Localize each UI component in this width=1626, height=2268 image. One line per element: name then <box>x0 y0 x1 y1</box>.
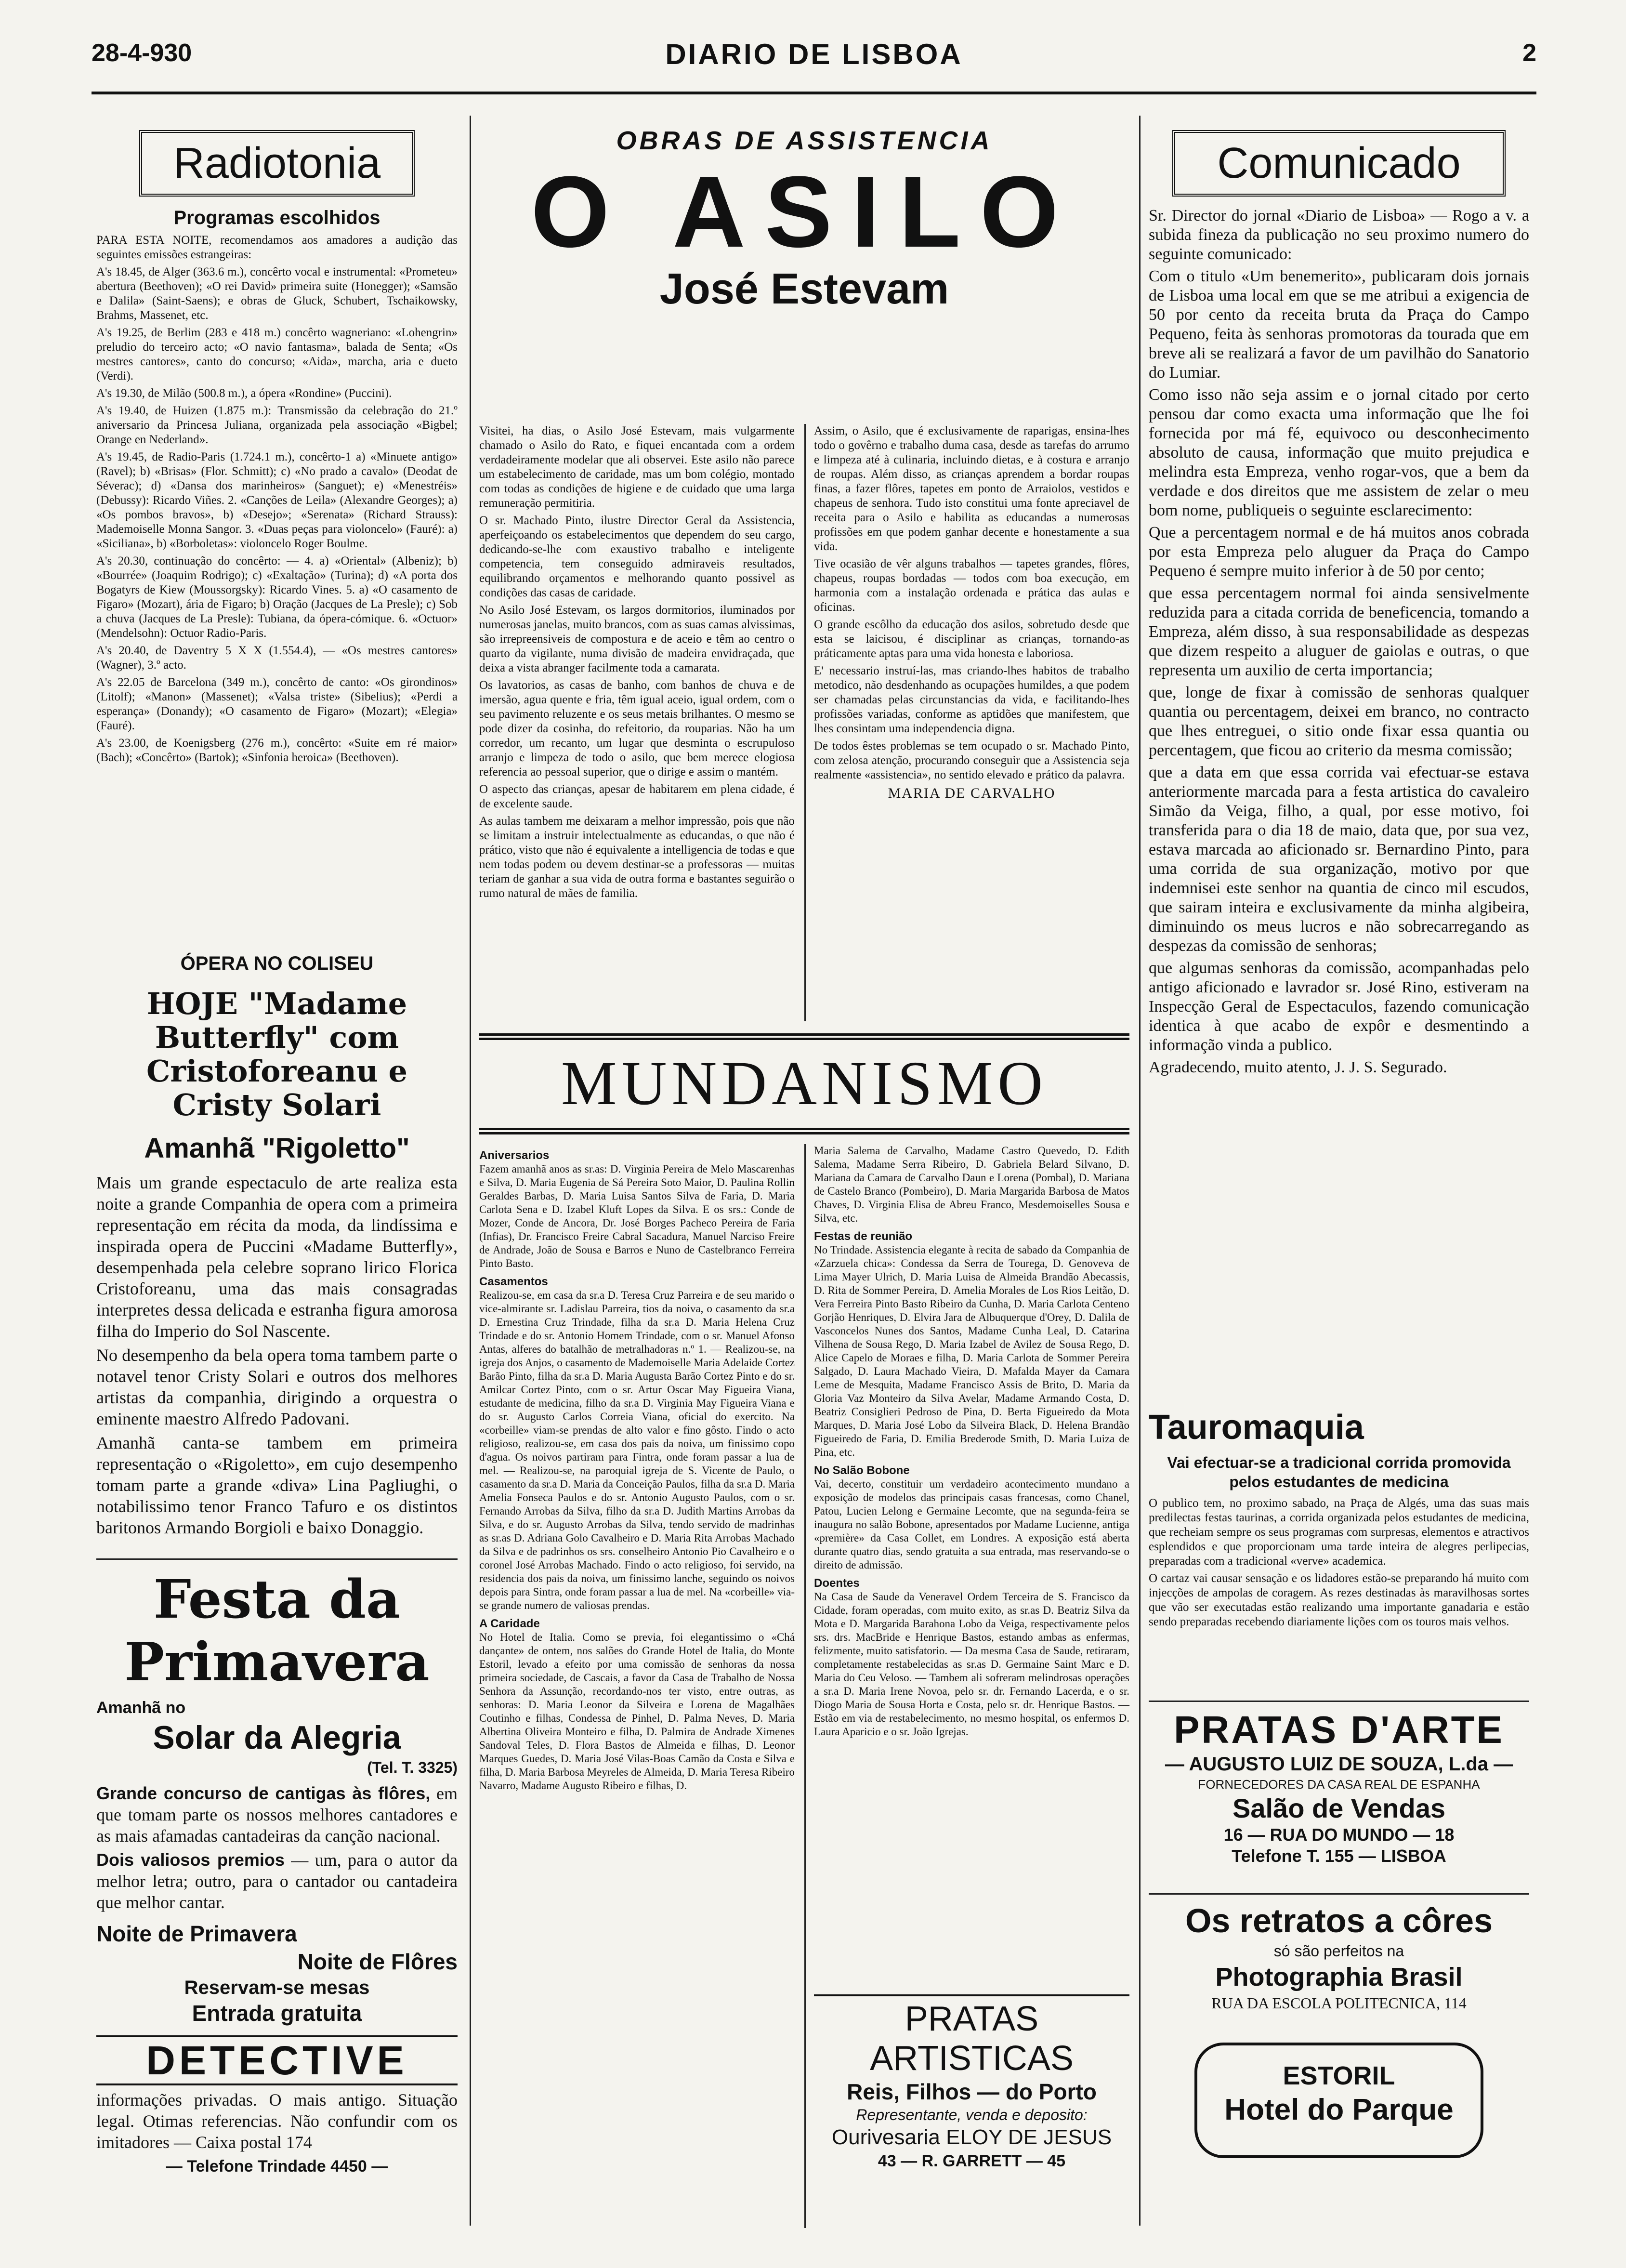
radio-paragraph: A's 22.05 de Barcelona (349 m.), concêrto de canto: «Os girondinos» (Litolf); «Manon» (Massenet); «Valsa triste» (Sibelius); «Perdi a esperança» (Donandy); «O casamento de Figaro» (Mozart); «Elegia» (Fauré). <box>96 676 458 732</box>
pratas-arte-salao: Salão de Vendas <box>1233 1793 1445 1823</box>
asilo-signature: MARIA DE CARVALHO <box>888 785 1056 801</box>
asilo-article <box>479 125 1129 313</box>
pratas-arte-advert <box>1149 1708 1529 1867</box>
comunicado-paragraph: que algumas senhoras da comissão, acompanhadas pelo antigo aficionado e lavrador sr. José Rino, estiveram na Inspecção Geral de Espectaculos, fazendo comunicação identica à que acabo de expôr e desmentindo a informação vinda a publico. <box>1149 959 1529 1054</box>
pratas-artisticas-title: PRATAS ARTISTICAS <box>870 2000 1074 2078</box>
asilo-column-1 <box>479 424 795 904</box>
festa-line: Amanhã no <box>96 1699 186 1717</box>
comunicado-paragraph: Agradecendo, muito atento, J. J. S. Segurado. <box>1149 1058 1447 1076</box>
tauromaquia-headline: Vai efectuar-se a tradicional corrida promovida pelos estudantes de medicina <box>1167 1454 1511 1490</box>
opera-heading: ÓPERA NO COLISEU <box>180 953 374 974</box>
detective-title: DETECTIVE <box>96 2035 458 2085</box>
retratos-studio: Photographia Brasil <box>1215 1963 1463 1991</box>
pratas-artisticas-shop: Ourivesaria ELOY DE JESUS <box>831 2125 1112 2149</box>
comunicado-title-box <box>1172 130 1506 197</box>
festa-noite-flores: Noite de Flôres <box>297 1949 458 1974</box>
opera-paragraph: Amanhã canta-se tambem em primeira representação o «Rigoletto», em cujo desempenho tomam parte a grande «diva» Lina Pagliughi, o notabilissimo tenor Franco Tafuro e os distintos baritonos Armando Borgioli e baixo Donaggio. <box>96 1433 458 1537</box>
festa-entrada: Entrada gratuita <box>192 2001 362 2026</box>
festa-title: Festa da Primavera <box>124 1568 430 1693</box>
mundanismo-column-2 <box>814 1144 1129 1741</box>
comunicado-title: Comunicado <box>1217 139 1461 187</box>
detective-advert <box>96 2035 458 2177</box>
mundanismo-text: Fazem amanhã anos as sr.as: D. Virginia Pereira de Melo Mascarenhas e Silva, D. Maria Eugenia de Sá Pereira Soto Maior, D. Paulina Rollin Geraldes Barbas, D. Maria Luisa Santos Silva de Faria, D. Maria Carlota Sena e D. Izabel Kluft Lopes da Silva. E os srs.: Conde de Mozer, Conde de Ancora, Dr. José Borges Pacheco Pereira de Faria (Infias), Dr. Francisco Freire Cabral Sacadura, Manuel Narciso Freire de Andrade, João de Sousa e Barros e Nuno de Castelbranco Ferreira Pinto Basto. <box>479 1163 795 1269</box>
mundanismo-section-heading: Doentes <box>814 1577 860 1590</box>
asilo-subtitle: José Estevam <box>659 265 949 313</box>
comunicado-column <box>1149 130 1529 1080</box>
masthead <box>92 34 1536 77</box>
detective-tel: — Telefone Trindade 4450 — <box>166 2157 388 2176</box>
section-rule <box>96 1558 458 1560</box>
asilo-paragraph: Os lavatorios, as casas de banho, com banhos de chuva e de imersão, agua quente e fria, têm igual aceio, igual ordem, com o seu pavimento reluzente e os seus metais brilhantes. O mesmo se pode dizer da cosinha, do refeitorio, da rouparias. Não ha um corredor, um recanto, um lugar que desminta o escrupuloso arranjo e limpeza de todo o asilo, que bem merece elogiosa referencia ao pessoal superior, que o dirige e assim o mantém. <box>479 679 795 778</box>
radio-paragraph: A's 20.40, de Daventry 5 X X (1.554.4), — «Os mestres cantores» (Wagner), 3.º acto. <box>96 644 458 672</box>
radio-paragraph: PARA ESTA NOITE, recomendamos aos amadores a audição das seguintes emissões estrangeiras: <box>96 234 458 261</box>
pratas-arte-tel: Telefone T. 155 — LISBOA <box>1232 1846 1446 1866</box>
newspaper-name: DIARIO DE LISBOA <box>665 38 963 70</box>
asilo-paragraph: E' necessario instruí-las, mas criando-lhes habitos de trabalho metodico, não desdenhando as ocupações humildes, a que podem ser chamadas pelas circunstancias da vida, e facilitando-lhes profissões variadas, conforme as aptidões que manifestem, que lhes consintam uma independencia digna. <box>814 664 1129 735</box>
pratas-arte-address: 16 — RUA DO MUNDO — 18 <box>1223 1825 1455 1845</box>
festa-premios-text: — um, para o autor da melhor letra; outro, para o cantador ou cantadeira que melhor cantar. <box>96 1850 458 1912</box>
mundanismo-text: No Trindade. Assistencia elegante à recita de sabado da Companhia de «Zarzuela chica»: Condessa da Serra de Tourega, D. Genoveva de Lima Mayer Ulrich, D. Maria Luisa de Almeida Brandão Abecassis, D. Rita de Sommer Pereira, D. Amelia Morales de Los Rios Leitão, D. Vera Ferreira Pinto Basto Ribeiro da Cunha, D. Maria Carlota Centeno Gorjão Henriques, D. Elvira Jara de Albuquerque d'Orey, D. Dalila de Vasconcelos Nunes dos Santos, Madame Cunha Leal, D. Catarina Vilhena de Sousa Rego, D. Maria Izabel de Avilez de Sousa Rego, D. Alice Capelo de Moraes e filha, D. Maria Carlota de Sommer Pereira Salgado, D. Laura Machado Vieira, D. Mafalda Mayer da Camara Leme de Mesquita, Madame Francisco Assis de Brito, D. Maria da Gloria Vaz Monteiro da Silva Avelar, Madame Armando Costa, D. Beatriz Consiglieri Pedroso de Pina, D. Berta Figueiredo da Mota Marques, D. Maria José Lobo da Silveira Black, D. Helena Brandão Figueiredo de Faria, D. Emilia Brederode Smith, D. Maria Luiza de Pina, etc. <box>814 1244 1129 1458</box>
radio-heading: Programas escolhidos <box>173 207 380 228</box>
mundanismo-text: Realizou-se, em casa da sr.a D. Teresa Cruz Parreira e de seu marido o vice-almirante sr. Ladislau Parreira, tios da noiva, o casamento da sr.a D. Ernestina Cruz Trindade, filha da sr.a D. Maria Helena Cruz Trindade e do sr. Antonio Homem Trindade, com o sr. Manuel Afonso Antas, alferes do batalhão de metralhadoras n.º 1. — Realizou-se, na igreja dos Anjos, o casamento de Mademoiselle Maria Adelaide Cortez Barão Pinto, filha da sr.a D. Maria Augusta Barão Cortez Pinto e do sr. Amilcar Cortez Pinto, com o sr. Artur Oscar May Figueira Viana, estudante de medicina, filho da sr.a D. Virginia May Figueira Viana e do sr. Augusto Carlos Correia Viana, oficial do exercito. Na «corbeille» viam-se prendas de alto valor e fino gôsto. Findo o acto religioso, realizou-se, em casa dos pais da noiva, um finissimo copo d'agua. Os noivos partiram para Fintra, onde foram passar a lua de mel. — Realizou-se, na paroquial igreja de S. Vicente de Paulo, o casamento da sr.a D. Maria da Conceição Paulos, filha da sr.a D. Maria Amelia Fonseca Paulos e do sr. Antonio Augusto Paulos, com o sr. Fernando Arrobas da Silva, filho da sr.a D. Judith Martins Arrobas da Silva, e do sr. Augusto Arrobas da Silva, tendo servido de madrinhas as sr.as D. Adriana Golo Cavalheiro e D. Maria Rita Arrobas Machado da Silva e de padrinhos os srs. conselheiro Antonio Pio Cavalheiro e o coronel José Arrobas Machado. Findo o acto religioso, foi servido, na residencia dos pais da noiva, um finissimo lanche, seguindo os noivos depois para Sintra, onde foram passar a lua de mel. Na «corbeille» via-se grande numero de valiosas prendas. <box>479 1289 795 1611</box>
radio-paragraph: A's 20.30, continuação do concêrto: — 4. a) «Oriental» (Albeniz); b) «Bourrée» (Joaquim Rodrigo); c) «Exaltação» (Turina); d) «A porta dos Bogatyrs de Kiew (Moussorgsky): Ricardo Vines. 5. a) «O casamento de Figaro» (Mozart), ária de Figaro; b) Oração (Jacques de La Presle); c) Sob a chuva (Jacques de La Presle): Tubiana, da ópera-cómique. 6. «Octuor» (Mendelsohn): Octuor Radio-Paris. <box>96 554 458 640</box>
asilo-paragraph: O grande escôlho da educação dos asilos, sobretudo desde que esta se laicisou, é disciplinar as crianças, tornando-as práticamente aptas para uma vida honesta e laboriosa. <box>814 618 1129 660</box>
section-rule <box>1149 1893 1529 1895</box>
asilo-column-2 <box>814 424 1129 801</box>
mundanismo-section-heading: A Caridade <box>479 1617 540 1630</box>
asilo-paragraph: Assim, o Asilo, que é exclusivamente de raparigas, ensina-lhes todo o govêrno e trabalho duma casa, desde as tarefas do arrumo e limpeza até à culinaria, incluindo dietas, e à costura e arranjo de roupas. Além disso, as crianças aprendem a bordar roupas finas, a fazer flôres, tapetes em ponto de Arraiolos, vestidos e chapeus de senhora. Tudo isto constitui uma fonte apreciavel de receita para o Asilo e habilita as educandas a numerosas profissões em que podem ganhar decente e honestamente a sua vida. <box>814 424 1129 553</box>
festa-tel: (Tel. T. 3325) <box>367 1759 458 1776</box>
column-divider <box>804 424 806 1021</box>
asilo-kicker: OBRAS DE ASSISTENCIA <box>616 126 993 155</box>
radio-paragraph: A's 19.45, de Radio-Paris (1.724.1 m.), concêrto-1 a) «Minuete antigo» (Ravel); b) «Brisas» (Flor. Schmitt); c) «No prado a cavalo» (Deodat de Séverac); d) «Dansa dos marinheiros» (Sanguet); e) «Menestréis» (Debussy): Ricardo Viñes. 2. «Canções de Leila» (Alexandre Georges); a) «Os pombos bravos», b) «Desejo»; «Serenata» (Richard Strauss): Mademoiselle Monna Sangor. 3. «Duas peças para violoncelo» (Fauré): a) «Siciliana», b) «Borboletas»: violoncelo Roger Boulme. <box>96 450 458 550</box>
mundanismo-section-heading: Casamentos <box>479 1275 548 1288</box>
tauromaquia-section <box>1149 1407 1529 1632</box>
asilo-paragraph: De todos êstes problemas se tem ocupado o sr. Machado Pinto, com zelosa atenção, procurando conseguir que a Assistencia seja realmente «assistencia», no sentido elevado e prático da palavra. <box>814 739 1129 781</box>
comunicado-paragraph: que a data em que essa corrida vai efectuar-se estava anteriormente marcada para a festa artistica do cavaleiro Simão da Veiga, filho, a qual, por esse motivo, foi transferida para o dia 18 de maio, data que, por sua vez, estava marcada ao aficionado sr. Bernardino Pinto, para uma corrida de sua organização, motivo por que indemnisei este senhor na quantia de cinco mil escudos, que sairam inteira e exclusivamente da minha algibeira, diminuindo os meus lucros e não sobrecarregando as despezas da comissão de senhoras; <box>1149 764 1529 955</box>
pratas-artisticas-line: Representante, venda e deposito: <box>856 2106 1088 2123</box>
column-divider <box>804 1144 806 2228</box>
mundanismo-section-heading: No Salão Bobone <box>814 1464 910 1477</box>
festa-concurso-bold: Grande concurso de cantigas às flôres, <box>96 1783 431 1803</box>
comunicado-paragraph: Com o titulo «Um benemerito», publicaram dois jornais de Lisboa uma local em que se me atribui a exigencia de 50 por cento da receita bruta da Praça do Campo Pequeno, feita às senhoras promotoras da tourada que em breve ali se realizará a favor de um pavilhão do Sanatorio do Lumiar. <box>1149 267 1529 382</box>
opera-section <box>96 951 458 1541</box>
opera-subtitle: Amanhã "Rigoletto" <box>144 1133 410 1164</box>
opera-title: HOJE "Madame Butterfly" com Cristoforeanu e Cristy Solari <box>146 986 407 1122</box>
pratas-artisticas-advert <box>814 1994 1129 2172</box>
masthead-rule <box>92 92 1536 94</box>
radio-paragraph: A's 18.45, de Alger (363.6 m.), concêrto vocal e instrumental: «Prometeu» abertura (Beethoven); «O rei David» primeira suite (Honegger); «Samsão e Dalila» (Saint-Saens); e obras de Gluck, Schubert, Tschaikowsky, Brahms, Massenet, etc. <box>96 265 458 322</box>
mundanismo-section-heading: Festas de reunião <box>814 1230 913 1243</box>
tauromaquia-paragraph: O cartaz vai causar sensação e os lidadores estão-se preparando há muito com injecções de ampolas de coragem. As rezes destinadas às maravilhosas sortes que vão ser executadas estão realizando uma importante ganadaria e estão sendo preparadas recebendo diariamente lições com os touros mais velhos. <box>1149 1572 1529 1628</box>
radio-paragraph: A's 19.25, de Berlim (283 e 418 m.) concêrto wagneriano: «Lohengrin» preludio do terceiro acto; «O navio fantasma», balada de Senta; «Os mestres cantores», canto do concurso; «Aida», marcha, aria e dueto (Verdi). <box>96 326 458 382</box>
comunicado-paragraph: Sr. Director do jornal «Diario de Lisboa» — Rogo a v. a subida fineza da publicação no seu proximo numero do seguinte comunicado: <box>1149 207 1529 263</box>
festa-premios-bold: Dois valiosos premios <box>96 1850 285 1870</box>
radio-paragraph: A's 19.30, de Milão (500.8 m.), a ópera «Rondine» (Puccini). <box>96 387 392 400</box>
pratas-arte-supplier: FORNECEDORES DA CASA REAL DE ESPANHA <box>1198 1777 1480 1792</box>
mundanismo-column-1 <box>479 1144 795 1795</box>
festa-concurso-text: em que tomam parte os nossos melhores cantadores e as mais afamadas cantadeiras da canção nacional. <box>96 1784 458 1846</box>
comunicado-paragraph: que, longe de fixar à comissão de senhoras qualquer quantia ou percentagem, deixei em branco, no contracto que lhes entreguei, o sitio onde fixar essa quantia ou percentagem, que ficou ao criterio da mesma comissão; <box>1149 684 1529 759</box>
radio-paragraph: A's 19.40, de Huizen (1.875 m.): Transmissão da celebração do 21.º aniversario da Princesa Juliana, organizada pela associação «Bigbel; Orange en Nederland». <box>96 404 458 446</box>
estoril-advert <box>1194 2043 1483 2158</box>
mundanismo-text: Maria Salema de Carvalho, Madame Castro Quevedo, D. Edith Salema, Madame Serra Ribeiro, D. Gabriela Belard Silvano, D. Mariana da Camara de Carvalho Daun e Lorena (Pombal), D. Mariana de Castelo Branco (Pombeiro), D. Maria Margarida Barbosa de Matos Chaves, D. Virginia Elisa de Abreu Franco, Mesdemoiselles Sousa e Silva, etc. <box>814 1145 1129 1224</box>
festa-noite-primavera: Noite de Primavera <box>96 1921 297 1946</box>
radiotonia-title-box <box>139 130 415 197</box>
mundanismo-title: MUNDANISMO <box>561 1049 1048 1118</box>
estoril-line: ESTORIL <box>1283 2061 1395 2090</box>
comunicado-paragraph: que essa percentagem normal foi ainda sensivelmente reduzida para a citada corrida de beneficencia, tomando a Empreza, além disso, à sua responsabilidade as despezas que dizem respeito a aluguer de gaiolas e outras, o que representa um auxilio de certa importancia; <box>1149 584 1529 679</box>
detective-text: informações privadas. O mais antigo. Situação legal. Otimas referencias. Não confundir com os imitadores — Caixa postal 174 <box>96 2090 458 2152</box>
opera-paragraph: Mais um grande espectaculo de arte realiza esta noite a grande Companhia de opera com a primeira representação em récita da moda, da lindíssima e inspirada opera de Puccini «Madame Butterfly», desempenhada pela celebre soprano lirico Florica Cristoforeanu, uma das mais consagradas interpretes dessa delicada e estranha figura amorosa filha do Imperio do Sol Nascente. <box>96 1173 458 1341</box>
asilo-paragraph: No Asilo José Estevam, os largos dormitorios, iluminados por numerosas janelas, muito brancos, com as suas camas alvissimas, são irrepreensiveis de compostura e de aceio e têm ao centro o quarto da vigilante, numa divisão de madeira envidraçada, que deixa a vista abranger facilmente toda a camarata. <box>479 604 795 674</box>
column-divider <box>470 116 471 2226</box>
festa-venue: Solar da Alegria <box>153 1719 401 1756</box>
issue-date: 28-4-930 <box>92 39 192 67</box>
asilo-paragraph: As aulas tambem me deixaram a melhor impressão, pois que não se limitam a instruir intelectualmente as educandas, o que não é prático, visto que não é equivalente a intelligencia de todas e que nem todas podem ou devem destinar-se a professoras — muitas teriam de ganhar a sua vida de outra forma e bastantes seguirão o rumo natural de mães de familia. <box>479 815 795 900</box>
radiotonia-title: Radiotonia <box>173 139 381 187</box>
asilo-paragraph: O sr. Machado Pinto, ilustre Director Geral da Assistencia, aperfeiçoando os estabelecimentos que dependem do seu cargo, dedicando-se-lhe com exaustivo trabalho e inteligente competencia, tem conseguido admiraveis resultados, equilibrando orçamentos e melhorando quanto possivel as condições das casas de caridade. <box>479 514 795 599</box>
tauromaquia-paragraph: O publico tem, no proximo sabado, na Praça de Algés, uma das suas mais predilectas festas taurinas, a corrida organizada pelos estudantes de medicina, que recheiam sempre os seus programas com surpresas, elementos e atractivos esplendidos e que proporcionam uma tarde inteira de alegres perlipecias, preparadas com a tradicional «verve» academica. <box>1149 1497 1529 1568</box>
pratas-artisticas-maker: Reis, Filhos — do Porto <box>847 2079 1097 2104</box>
retratos-advert <box>1149 1900 1529 2013</box>
comunicado-paragraph: Como isso não seja assim e o jornal citado por certo pensou dar como exacta uma informação que lhe foi fornecida por má fé, equivoco ou desconhecimento absoluto de causa, informação que muito prejudica e melindra esta Empreza, venho rogar-vos, que a bem da verdade e dos direitos que me assistem de zelar o meu bom nome, publiqueis o seguinte esclarecimento: <box>1149 386 1529 519</box>
asilo-paragraph: O aspecto das crianças, apesar de habitarem em plena cidade, é de excelente saude. <box>479 783 795 810</box>
festa-reservam: Reservam-se mesas <box>184 1977 370 1998</box>
mundanismo-text: No Hotel de Italia. Como se previa, foi elegantissimo o «Chá dançante» de ontem, nos salões do Grande Hotel de Italia, do Monte Estoril, levado a efeito por uma comissão de senhoras da nossa primeira sociedade, de Cascais, a favor da Casa de Trabalho de Nossa Senhora da Assunção, recordando-nos ter visto, entre outras, as senhoras: D. Maria Leonor da Silveira e Lorena de Magalhães Coutinho e filhas, Condessa de Pinhel, D. Palma Neves, D. Maria Albertina Oliveira Monteiro e filha, D. Palmira de Andrade Ximenes Sandoval Teles, D. Flora Bastos de Almeida e filhas, D. Leonor Marques Guedes, D. Maria José Vilas-Boas Camão da Costa e Silva e filha, D. Maria Barbosa Meyreles de Almeida, D. Maria Teresa Ribeiro Navarro, Madame Augusto Ribeiro e filhas, D. <box>479 1631 795 1792</box>
asilo-paragraph: Visitei, ha dias, o Asilo José Estevam, mais vulgarmente chamado o Asilo do Rato, e fiquei encantada com a ordem verdadeiramente modelar que ali observei. Este asilo não parece um estabelecimento de caridade, mas um bom colégio, montado com todas as condições de higiene e de cuidado que uma larga remuneração permitiria. <box>479 424 795 510</box>
festa-advert <box>96 1568 458 2027</box>
mundanismo-banner <box>479 1033 1129 1134</box>
retratos-title: Os retratos a côres <box>1185 1902 1493 1939</box>
estoril-hotel: Hotel do Parque <box>1224 2093 1454 2126</box>
mundanismo-text: Vai, decerto, constituir um verdadeiro acontecimento mundano a exposição de modelos das principais casas francesas, como Chanel, Patou, Lucien Lelong e Germaine Lecomte, que na segunda-feira se inaugura no salão Bobone, apresentados por Madame Lucienne, antiga «première» da Casa Collet, em Londres. A exposição está aberta durante quatro dias, sendo gratuita a sua entrada, mas reservando-se o direito de admissão. <box>814 1478 1129 1571</box>
asilo-title: O ASILO <box>531 155 1078 268</box>
tauromaquia-title: Tauromaquia <box>1149 1408 1364 1447</box>
opera-paragraph: No desempenho da bela opera toma tambem parte o notavel tenor Cristy Solari e outros dos melhores artistas da companhia, dirigindo a orquestra o eminente maestro Alfredo Padovani. <box>96 1345 458 1428</box>
section-rule <box>1149 1701 1529 1702</box>
comunicado-paragraph: Que a percentagem normal e de há muitos anos cobrada por esta Empreza pelo aluguer da Praça do Campo Pequeno é sempre muito inferior à de 50 por cento; <box>1149 524 1529 580</box>
radio-column <box>96 130 458 768</box>
asilo-paragraph: Tive ocasião de vêr alguns trabalhos — tapetes grandes, flôres, chapeus, roupas bordadas — todos com boa execução, em harmonia com a instalação ordenada e prática das aulas e oficinas. <box>814 557 1129 614</box>
retratos-address: RUA DA ESCOLA POLITECNICA, 114 <box>1211 1994 1467 2012</box>
column-divider <box>1139 116 1141 2226</box>
mundanismo-section-heading: Aniversarios <box>479 1149 550 1162</box>
pratas-artisticas-address: 43 — R. GARRETT — 45 <box>878 2152 1066 2170</box>
page-number: 2 <box>1522 39 1536 67</box>
radio-paragraph: A's 23.00, de Koenigsberg (276 m.), concêrto: «Suite em ré maior» (Bach); «Concêrto» (Bartok); «Sinfonia heroica» (Beethoven). <box>96 737 458 764</box>
pratas-arte-maker: — AUGUSTO LUIZ DE SOUZA, L.da — <box>1165 1754 1513 1775</box>
pratas-arte-title: PRATAS D'ARTE <box>1174 1708 1504 1751</box>
mundanismo-text: Na Casa de Saude da Veneravel Ordem Terceira de S. Francisco da Cidade, foram operadas, com muito exito, as sr.as D. Beatriz Silva da Mota e D. Margarida Barahona Lobo da Veiga, respectivamente pelos srs. drs. MacBride e Henrique Bastos, estando ambas as enfermas, felizmente, muito satisfatorio. — Da mesma Casa de Saude, retiraram, completamente restabelecidas as sr.as D. Germaine Saint Marc e D. Maria do Ceu Veloso. — Tambem ali sofreram melindrosas operações a sr.a D. Maria Irene Novoa, pelo sr. dr. Fernando Lacerda, e o sr. Diogo Maria de Sousa Horta e Costa, pelo sr. dr. Henrique Bastos. — Estão em via de restabelecimento, no mesmo hospital, os enfermos D. Laura Aparicio e o sr. João Igrejas. <box>814 1591 1129 1738</box>
retratos-line: só são perfeitos na <box>1273 1942 1404 1960</box>
